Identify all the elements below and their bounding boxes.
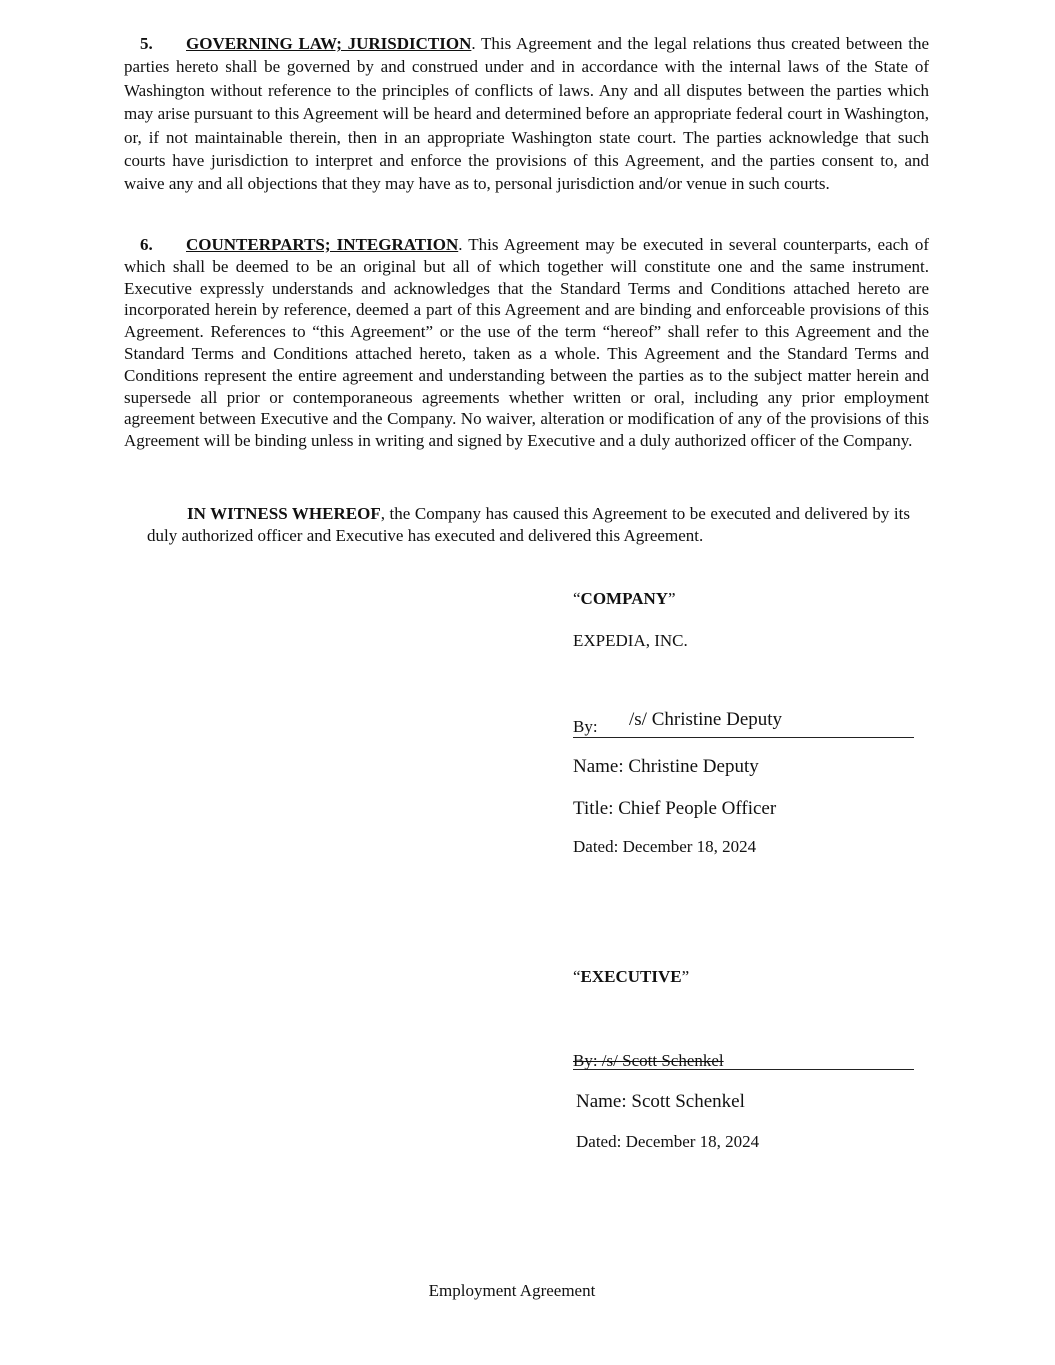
executive-signer-name: Name: Scott Schenkel (576, 1091, 745, 1112)
company-close-quote: ” (668, 589, 676, 608)
company-label-text: COMPANY (580, 589, 669, 608)
section-6-paragraph (124, 234, 929, 452)
section-5-paragraph (124, 32, 929, 196)
executive-label-text: EXECUTIVE (580, 967, 682, 986)
witness-paragraph (147, 503, 910, 547)
executive-label (573, 967, 689, 987)
company-open-quote: “ (573, 589, 581, 608)
section-5-number: 5. (140, 34, 153, 53)
executive-signature-line (573, 1047, 914, 1070)
executive-by-signature: By: /s/ Scott Schenkel (573, 1051, 724, 1070)
section-6-number: 6. (140, 235, 153, 254)
executive-close-quote: ” (681, 967, 690, 986)
company-label (573, 589, 676, 609)
page-footer: Employment Agreement (428, 1281, 596, 1300)
section-6-heading: COUNTERPARTS; INTEGRATION (186, 235, 459, 254)
company-signature: /s/ Christine Deputy (629, 709, 783, 730)
executive-open-quote: “ (573, 967, 581, 986)
section-6-body: . This Agreement may be executed in several counterparts, each of which shall be deemed to be an original but all of which together will constitute one and the same instrument. Executive expressly understands and acknowledges that the Standard Terms and Conditions attached hereto are incorporated herein by reference, deemed a part of this Agreement and are binding and enforceable provisions of this Agreement. References to “this Agreement” or the use of the term “hereof” shall refer to this Agreement and the Standard Terms and Conditions attached hereto, taken as a whole. This Agreement and the Standard Terms and Conditions represent the entire agreement and understanding between the parties as to the subject matter herein and supersede all prior or contemporaneous agreements whether written or oral, including any prior employment agreement between Executive and the Company. No waiver, alteration or modification of any of the provisions of this Agreement will be binding unless in writing and signed by Executive and a duly authorized officer of the Company. (124, 235, 929, 451)
company-signature-line (573, 707, 914, 738)
company-dated: Dated: December 18, 2024 (573, 837, 757, 856)
section-5-heading: GOVERNING LAW; JURISDICTION (186, 34, 472, 53)
witness-body: , the Company has caused this Agreement to be executed and delivered by its duly authorized officer and Executive has executed and delivered this Agreement. (147, 504, 910, 545)
company-entity: EXPEDIA, INC. (573, 631, 688, 650)
section-5-body: . This Agreement and the legal relations thus created between the parties hereto shall be governed by and construed under and in accordance with the internal laws of the State of Washington without reference to the principles of conflicts of laws. Any and all disputes between the parties which may arise pursuant to this Agreement will be heard and determined before an appropriate federal court in Washington, or, if not maintainable therein, then in an appropriate Washington state court. The parties acknowledge that such courts have jurisdiction to interpret and enforce the provisions of this Agreement, and the parties consent to, and waive any and all objections that they may have as to, personal jurisdiction and/or venue in such courts. (124, 34, 929, 194)
executive-dated: Dated: December 18, 2024 (576, 1132, 760, 1151)
company-signer-name: Name: Christine Deputy (573, 756, 759, 777)
witness-lead: IN WITNESS WHEREOF (187, 504, 381, 523)
company-signer-title: Title: Chief People Officer (573, 798, 777, 819)
company-by-label: By: (573, 717, 598, 736)
